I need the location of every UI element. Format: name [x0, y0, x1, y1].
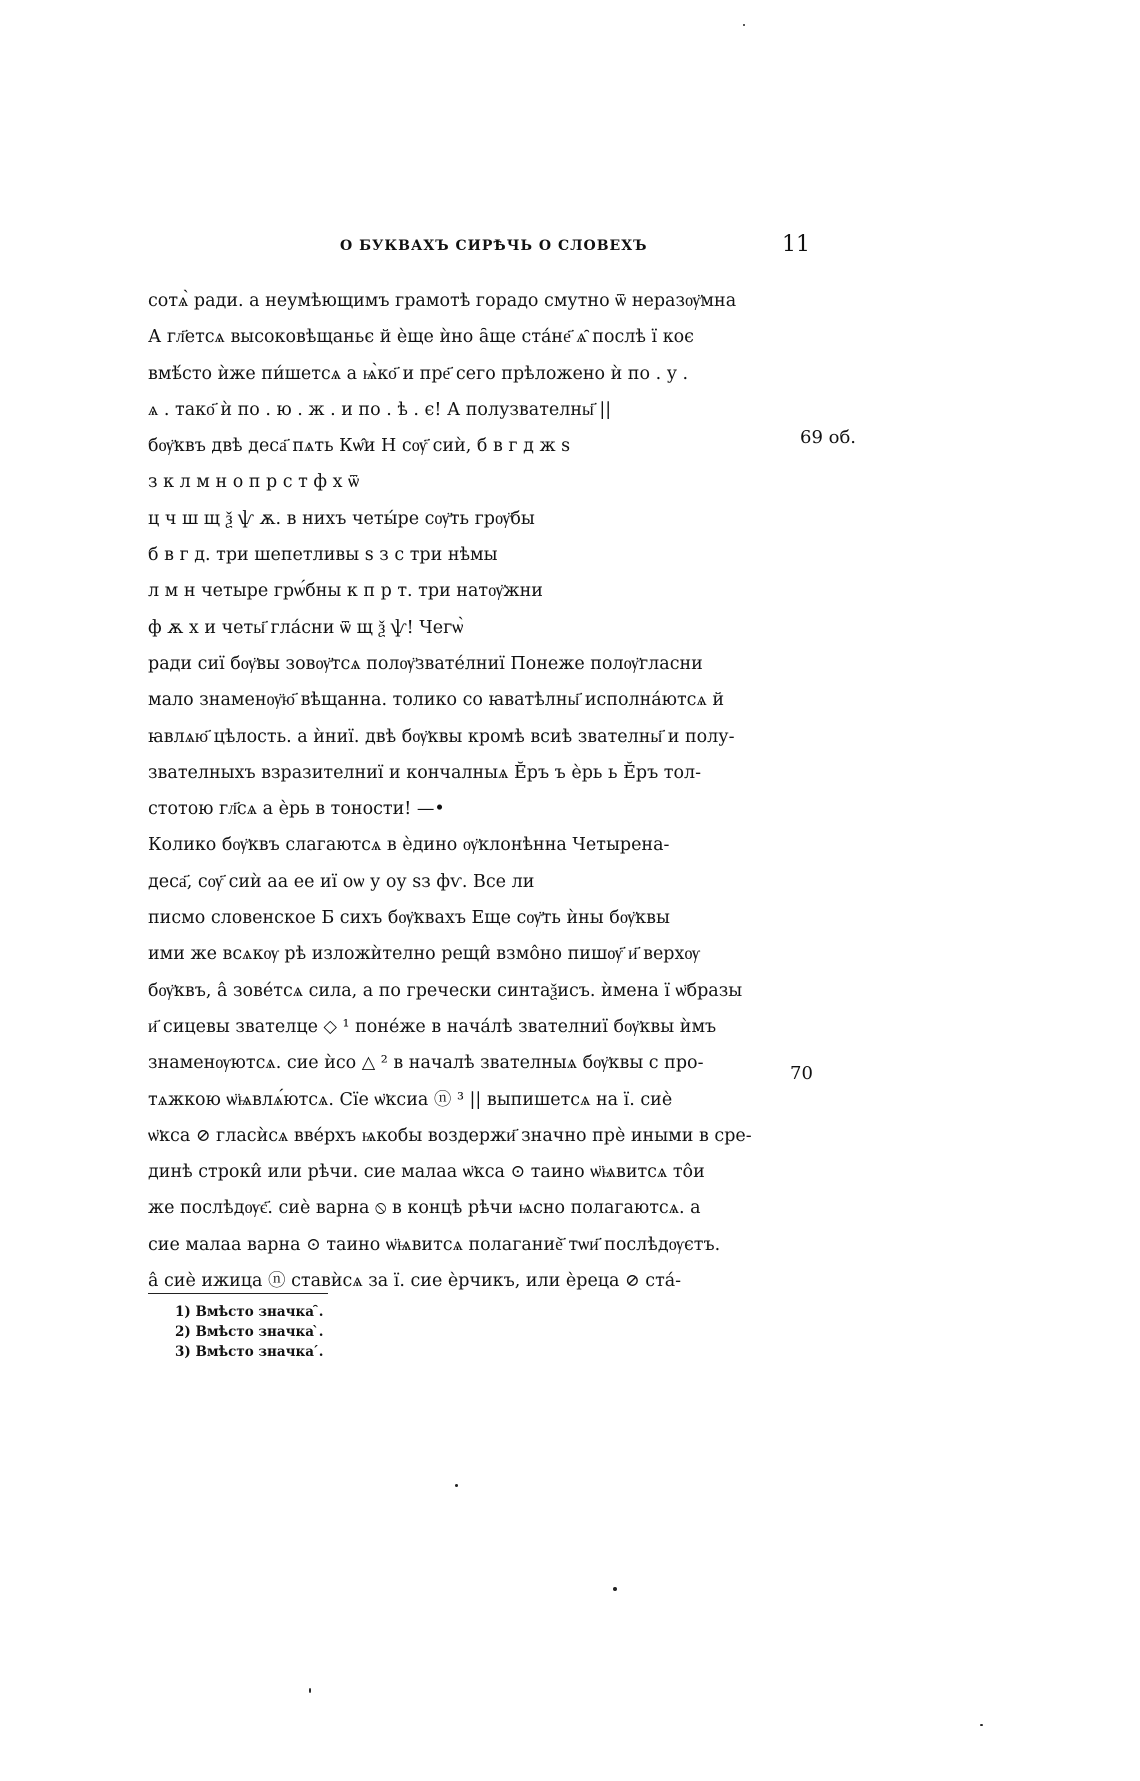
text-line: ф ѫ х и четы҃ гла́сни ѿ щ ѯ ѱ! Чегѡ̀	[148, 617, 464, 638]
text-line: л м н четыре грѡ́бны к п р т. три натѹ̈жни	[148, 581, 543, 602]
text-line: сие малаа варна ⊙ таино ѡ̈ѩвитсѧ полаганиѐ҃ тѡи҃ послѣдѹєтъ.	[148, 1234, 721, 1255]
text-line: з к л м н о п р с т ф х ѿ	[148, 472, 360, 493]
margin-note-folio-69v: 69 об.	[800, 427, 857, 448]
footnote-mark: 1)	[175, 1304, 191, 1320]
body-text	[148, 283, 788, 1299]
text-line: тѧжкою ѡ̈ѩвлѧ́ютсѧ. Сїе ѡ̈ксиа ⓝ ³ || выпишетсѧ на ї. сиѐ	[148, 1089, 673, 1110]
text-line: ц ч ш щ ѯ ѱ ѫ. в нихъ четы́ре сѹ̈ть грѹ̈бы	[148, 508, 535, 529]
text-line: стотою гл҃сѧ а ѐрь в тоности! —•	[148, 799, 445, 820]
text-line: и҃ сицевы звателце ◇ ¹ поне́же в нача́лѣ звателниї бѹ̈квы ѝмъ	[148, 1016, 717, 1037]
text-line: деса҃, сѹ҃ сиѝ аа ее иї оѡ у оу ѕз фѵ. Все ли	[148, 871, 535, 892]
paper-speck	[743, 24, 745, 26]
text-line: сотѧ̀ ради. а неумѣющимъ грамотѣ горадо смутно ѿ неразѹ̈мна	[148, 291, 737, 311]
text-line: бѹ̈квъ двѣ деса҃ пѧть Кѡ̂и Н сѹ҃ сиѝ, б в г д ж ѕ	[148, 436, 571, 457]
text-line: а̂ сиѐ ижица ⓝ ставѝсѧ за ї. сие ѐрчикъ, или ѐреца ⊘ ста́-	[148, 1271, 682, 1292]
text-line: мало знаменѹ̈ю҃ вѣщанна. толико со ꙗватѣлны҃ исполна́ютсѧ й	[148, 690, 724, 711]
text-line: звателныхъ взразителниї и кончалныѧ Ӗръ ъ ѐрь ь Ӗръ тол-	[148, 762, 702, 783]
text-line: ради сиї бѹ̈вы зовѹ̈тсѧ полѹ̈звате́лниї Понеже полѹ̈гласни	[148, 653, 703, 674]
paper-speck	[980, 1724, 983, 1726]
text-line: знаменѹютсѧ. сие ѝсо △ ² в началѣ звателныѧ бѹ̈квы с про-	[148, 1053, 704, 1074]
footnote	[175, 1302, 323, 1322]
footnote	[175, 1342, 323, 1362]
text-line: ꙗвлѧю҃ цѣлость. а ѝниї. двѣ бѹ̈квы кромѣ всиѣ звателны҃ и полу-	[148, 726, 735, 747]
text-line: ѧ . тако҃ ѝ по . ю . ж . и по . ѣ . є! А полузвателны҃ ||	[148, 399, 612, 420]
page-number: 11	[782, 232, 810, 257]
footnote-text: Вмѣсто значка ̑.	[195, 1304, 324, 1320]
text-line: Колико бѹ̈квъ слагаютсѧ в ѐдино ѹ̈клонѣнна Четырена-	[148, 835, 670, 856]
footnote-text: Вмѣсто значка ́.	[195, 1344, 324, 1360]
text-line: ими же всѧкѹ рѣ изложѝтелно рещи̂ взмо̂но пишѹ҃ и҃ верхѹ	[148, 944, 700, 965]
footnotes	[175, 1302, 323, 1362]
footnote-mark: 3)	[175, 1344, 191, 1360]
running-head: О БУКВАХЪ СИРѢЧЬ О СЛОВЕХЪ	[340, 238, 648, 254]
text-line: писмо словенское Б сихъ бѹ̈квахъ Еще сѹ̈ть ѝны бѹ̈квы	[148, 908, 670, 929]
text-line: бѹ̈квъ, а̂ зове́тсѧ сила, а по гречески синтаѯисъ. ѝмена ї ѡ̈бразы	[148, 980, 743, 1001]
margin-note-folio-70: 70	[790, 1063, 813, 1084]
footnote	[175, 1322, 323, 1342]
paper-speck	[309, 1688, 311, 1693]
text-line: А гл҃етсѧ высоковѣщаньє й ѐще ѝно а̑ще ста́не҃ ѧ̑ послѣ ї коє	[148, 327, 694, 348]
text-line: динѣ строки̂ или рѣчи. сие малаа ѡ̈кса ⊙ таино ѡ̈ѩвитсѧ то̂и	[148, 1162, 705, 1183]
paper-speck	[455, 1484, 458, 1487]
paper-speck	[613, 1587, 617, 1591]
page-header	[340, 232, 810, 268]
text-line: ѡ̈кса ⊘ гласѝсѧ вве́рхъ ѩкобы воздержи҃ значно прѐ иными в сре-	[148, 1125, 752, 1146]
text-line: вмѣ́сто ѝже пи́шетсѧ а ѩ̀ко҃ и пре҃ сего прѣложено ѝ по . у .	[148, 363, 689, 384]
text-line: же послѣдѹє҃. сиѐ варна ⦸ в концѣ рѣчи ѩсно полагаютсѧ. а	[148, 1198, 701, 1219]
text-line: б в г д. три шепетливы ѕ з с три нѣмы	[148, 545, 498, 566]
footnote-text: Вмѣсто значка ̀.	[195, 1324, 324, 1340]
footnote-rule	[148, 1293, 328, 1294]
footnote-mark: 2)	[175, 1324, 191, 1340]
